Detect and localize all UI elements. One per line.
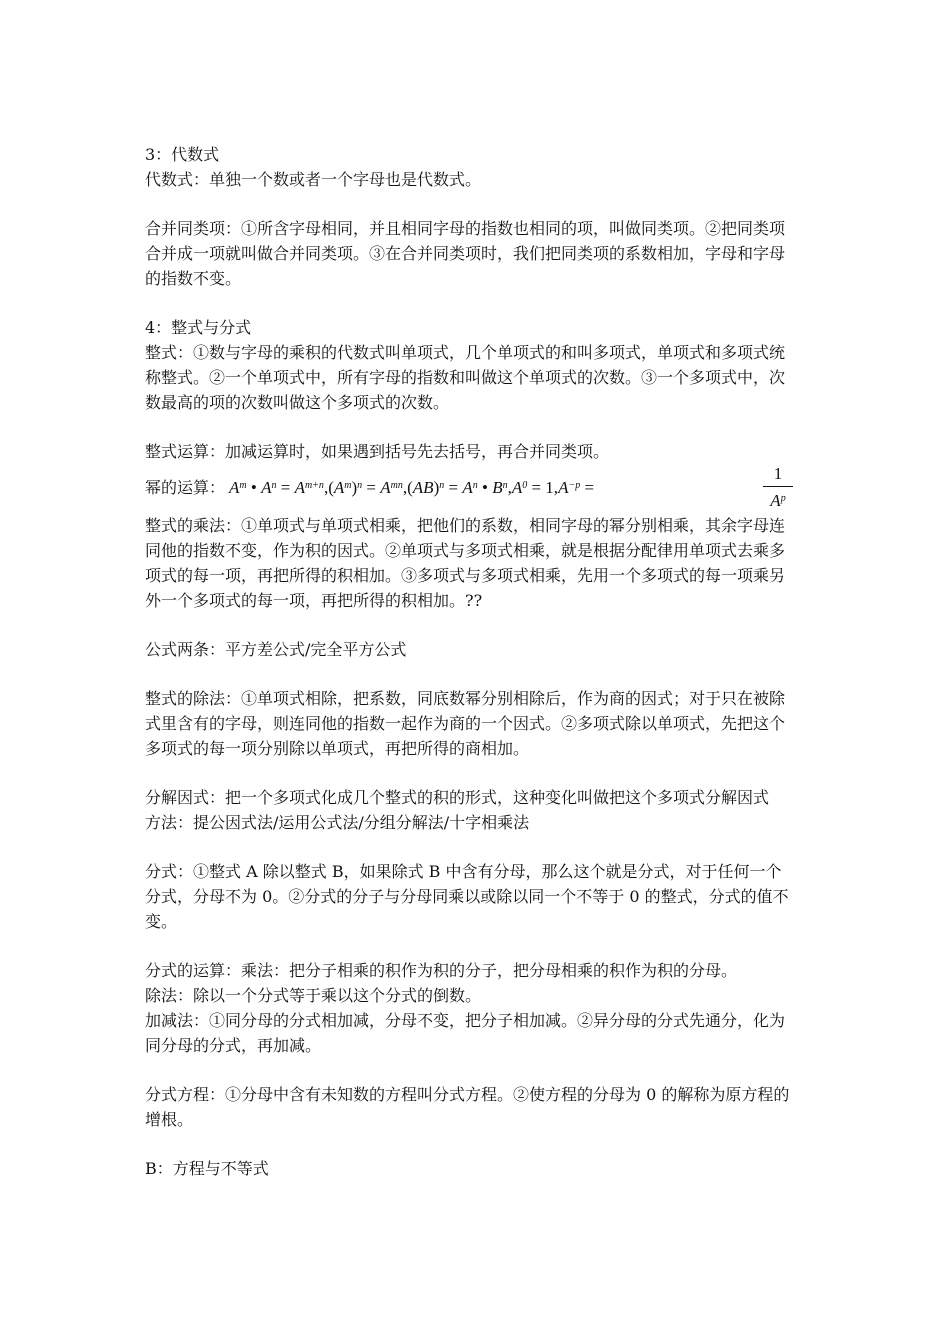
paragraph-line: 代数式：单独一个数或者一个字母也是代数式。 bbox=[145, 170, 482, 189]
paragraph-line: 项式的每一项，再把所得的积相加。③多项式与多项式相乘，先用一个多项式的每一项乘另 bbox=[145, 566, 786, 585]
paragraph-line: 同他的指数不变，作为积的因式。②单项式与多项式相乘，就是根据分配律用单项式去乘多 bbox=[145, 541, 786, 560]
formula-expression: $A^m$ • $A^n = A^{m+n},(A^m)^n = A^{mn},(AB)^n = A^n$ • $B^n,A^0 = 1,A^{-p}$ = bbox=[229, 478, 595, 497]
paragraph-line: 整式的除法：①单项式相除，把系数，同底数幂分别相除后，作为商的因式；对于只在被除 bbox=[145, 689, 786, 708]
paragraph-line: 分式的运算：乘法：把分子相乘的积作为积的分子，把分母相乘的积作为积的分母。 bbox=[145, 961, 738, 980]
fraction-numerator: 1 bbox=[773, 464, 783, 483]
paragraph-line: 同分母的分式，再加减。 bbox=[145, 1036, 322, 1055]
paragraph-line: 的指数不变。 bbox=[145, 269, 242, 288]
fraction-denominator: $A^p$ bbox=[770, 491, 786, 510]
paragraph-line: 变。 bbox=[145, 912, 178, 931]
paragraph-line: 整式：①数与字母的乘积的代数式叫单项式，几个单项式的和叫多项式，单项式和多项式统 bbox=[145, 343, 786, 362]
fraction-one-over-a-p bbox=[763, 464, 793, 511]
paragraph-line: 分式：①整式 A 除以整式 B，如果除式 B 中含有分母，那么这个就是分式，对于任何一个 bbox=[145, 862, 782, 881]
paragraph-line: 分式，分母不为 0。②分式的分子与分母同乘以或除以同一个不等于 0 的整式，分式的值不 bbox=[145, 887, 789, 906]
paragraph-line: 除法：除以一个分式等于乘以这个分式的倒数。 bbox=[145, 986, 482, 1005]
fraction-bar bbox=[763, 486, 793, 487]
section-heading-equations-inequalities: B：方程与不等式 bbox=[145, 1159, 269, 1178]
paragraph-line: 整式运算：加减运算时，如果遇到括号先去括号，再合并同类项。 bbox=[145, 442, 610, 461]
section-heading-algebraic-expression: 3：代数式 bbox=[145, 145, 220, 164]
paragraph-line: 多项式的每一项分别除以单项式，再把所得的商相加。 bbox=[145, 739, 530, 758]
section-heading-polynomials-fractions: 4：整式与分式 bbox=[145, 318, 252, 337]
paragraph-line: 分解因式：把一个多项式化成几个整式的积的形式，这种变化叫做把这个多项式分解因式 bbox=[145, 788, 770, 807]
paragraph-line: 分式方程：①分母中含有未知数的方程叫分式方程。②使方程的分母为 0 的解称为原方程的 bbox=[145, 1085, 790, 1104]
paragraph-line: 加减法：①同分母的分式相加减，分母不变，把分子相加减。②异分母的分式先通分，化为 bbox=[145, 1011, 786, 1030]
paragraph-line: 合并成一项就叫做合并同类项。③在合并同类项时，我们把同类项的系数相加，字母和字母 bbox=[145, 244, 786, 263]
paragraph-line: 合并同类项：①所含字母相同，并且相同字母的指数也相同的项，叫做同类项。②把同类项 bbox=[145, 219, 786, 238]
paragraph-line: 数最高的项的次数叫做这个多项式的次数。 bbox=[145, 393, 450, 412]
paragraph-line: 增根。 bbox=[145, 1110, 194, 1129]
formula-label: 幂的运算： bbox=[145, 478, 226, 497]
paragraph-line: 式里含有的字母，则连同他的指数一起作为商的一个因式。②多项式除以单项式，先把这个 bbox=[145, 714, 786, 733]
paragraph-line: 整式的乘法：①单项式与单项式相乘，把他们的系数，相同字母的幂分别相乘，其余字母连 bbox=[145, 516, 786, 535]
paragraph-line: 方法：提公因式法/运用公式法/分组分解法/十字相乘法 bbox=[145, 813, 530, 832]
paragraph-line: 外一个多项式的每一项，再把所得的积相加。?? bbox=[145, 591, 483, 610]
paragraph-line: 公式两条：平方差公式/完全平方公式 bbox=[145, 640, 407, 659]
paragraph-line: 称整式。②一个单项式中，所有字母的指数和叫做这个单项式的次数。③一个多项式中，次 bbox=[145, 368, 786, 387]
